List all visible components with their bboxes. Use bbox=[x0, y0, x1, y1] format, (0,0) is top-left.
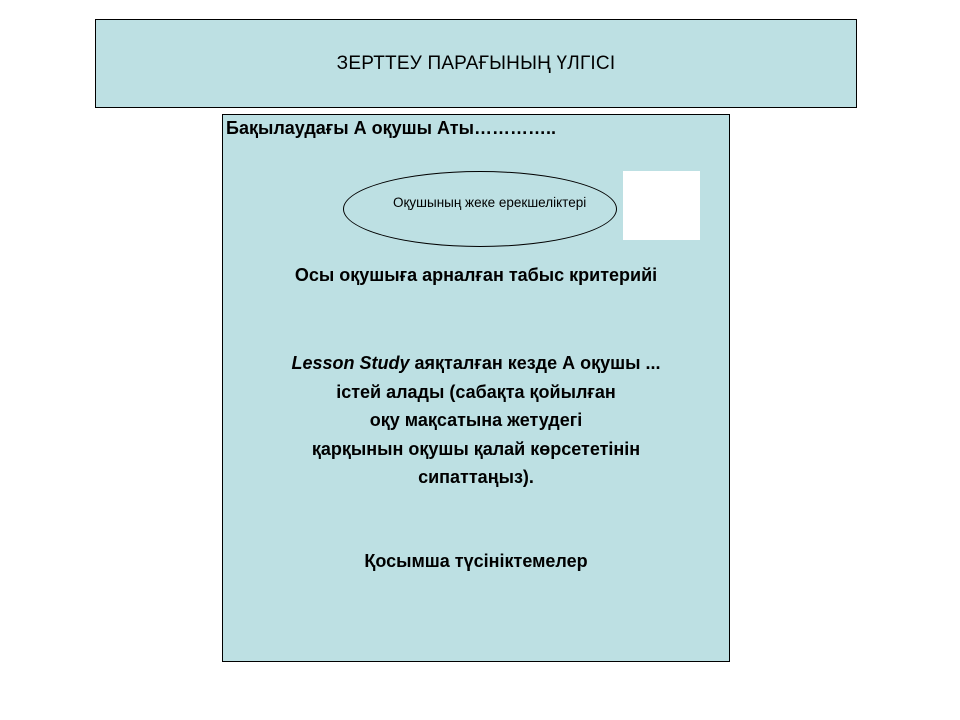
lesson-study-line-3: оқу мақсатына жетудегі bbox=[369, 410, 583, 430]
page-title: ЗЕРТТЕУ ПАРАҒЫНЫҢ ҮЛГІСІ bbox=[336, 52, 616, 74]
title-box bbox=[95, 19, 857, 108]
lesson-study-line-1 bbox=[223, 349, 729, 378]
lesson-study-line-5: сипаттаңыз). bbox=[418, 467, 534, 487]
lesson-study-italic: Lesson Study bbox=[291, 353, 410, 373]
observed-student-name-line: Бақылаудағы А оқушы Аты………….. bbox=[226, 118, 556, 138]
research-sheet-panel bbox=[222, 114, 730, 662]
white-placeholder-box bbox=[623, 171, 700, 240]
lesson-study-prompt bbox=[223, 349, 729, 492]
lesson-study-line-4: қарқынын оқушы қалай көрсететінін bbox=[311, 438, 641, 459]
extra-comments-heading: Қосымша түсініктемелер bbox=[364, 551, 588, 571]
success-criteria-heading: Осы оқушыға арналған табыс критерийі bbox=[294, 265, 658, 285]
lesson-study-line-1-rest: аяқталған кезде А оқушы ... bbox=[409, 353, 661, 373]
lesson-study-line-2: істей алады (сабақта қойылған bbox=[336, 381, 616, 402]
features-label: Оқушының жеке ерекшеліктері bbox=[393, 195, 587, 210]
